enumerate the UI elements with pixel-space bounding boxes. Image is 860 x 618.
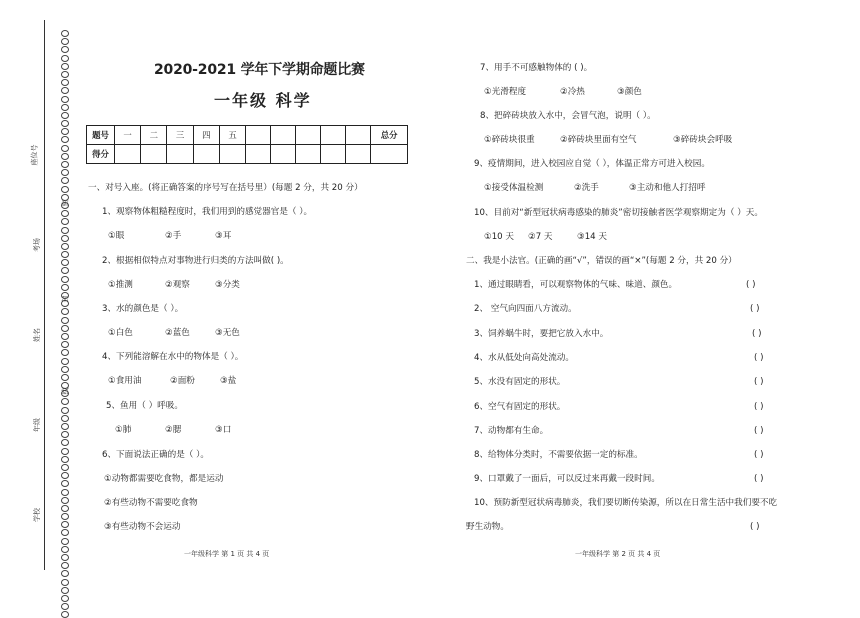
q2-option-c: ③分类	[215, 280, 240, 290]
binding-ring	[61, 538, 69, 545]
question-2: 2、根据相似特点对事物进行归类的方法叫做( )。	[102, 256, 289, 266]
binding-ring	[61, 161, 69, 168]
binding-ring	[61, 497, 69, 504]
q5-option-c: ③口	[215, 425, 232, 435]
question-5: 5、鱼用（ ）呼吸。	[106, 401, 183, 411]
q4-option-a: ①食用油	[108, 376, 142, 386]
page-2-footer: 一年级科学 第 2 页 共 4 页	[575, 550, 661, 558]
score-header-cell: 二	[141, 126, 167, 145]
binding-ring	[61, 554, 69, 561]
judge-statement: 4、水从低处向高处流动。	[474, 352, 574, 363]
q3-option-b: ②蓝色	[165, 328, 190, 338]
binding-ring	[61, 423, 69, 430]
binding-ring	[61, 366, 69, 373]
binding-ring	[61, 349, 69, 356]
binding-ring	[61, 46, 69, 53]
score-cell	[346, 145, 371, 164]
binding-ring	[61, 30, 69, 37]
binding-ring	[61, 358, 69, 365]
binding-ring	[61, 489, 69, 496]
binding-ring	[61, 96, 69, 103]
binding-chain	[60, 30, 70, 540]
exam-room-label: 考场	[33, 238, 41, 252]
judge-statement: 1、通过眼睛看，可以观察物体的气味、味道、颜色。	[474, 280, 678, 290]
exam-title: 2020-2021 学年下学期命题比赛	[154, 62, 365, 78]
binding-ring	[61, 235, 69, 242]
binding-ring	[61, 71, 69, 78]
answer-paren: ( )	[750, 304, 760, 315]
binding-ring	[61, 210, 69, 217]
binding-ring	[61, 87, 69, 94]
binding-ring	[61, 243, 69, 250]
page-1-footer: 一年级科学 第 1 页 共 4 页	[184, 550, 270, 558]
q9-option-a: ①接受体温检测	[484, 183, 544, 193]
score-cell	[114, 145, 140, 164]
score-table-score-row	[87, 145, 408, 164]
score-header-cell: 题号	[87, 126, 115, 145]
binding-ring	[61, 112, 69, 119]
binding-ring	[61, 505, 69, 512]
answer-paren: ( )	[752, 328, 762, 339]
score-header-cell: 一	[114, 126, 140, 145]
score-cell	[321, 145, 346, 164]
score-cell: 得分	[87, 145, 115, 164]
q10-option-a: ①10 天	[484, 232, 514, 242]
score-cell	[271, 145, 296, 164]
q7-option-b: ②冷热	[560, 87, 585, 97]
binding-ring	[61, 169, 69, 176]
judge-statement: 2、 空气向四面八方流动。	[474, 304, 577, 315]
score-header-cell: 五	[219, 126, 245, 145]
judge-10-paren: ( )	[750, 522, 760, 532]
binding-ring	[61, 579, 69, 586]
binding-ring	[61, 63, 69, 70]
binding-ring	[61, 276, 69, 283]
q6-option-a: ①动物都需要吃食物，都是运动	[104, 474, 224, 484]
judge-10-line-1: 10、预防新型冠状病毒肺炎，我们要切断传染源，所以在日常生活中我们要不吃	[474, 498, 778, 508]
binding-ring	[61, 145, 69, 152]
score-table-header-row	[87, 126, 408, 145]
question-8: 8、把碎砖块放入水中，会冒气泡，说明（ ）。	[480, 111, 656, 121]
binding-ring	[61, 456, 69, 463]
answer-paren: ( )	[754, 474, 764, 485]
q2-option-b: ②观察	[165, 280, 190, 290]
score-header-cell	[321, 126, 346, 145]
q10-option-c: ③14 天	[577, 232, 607, 242]
binding-ring	[61, 472, 69, 479]
binding-ring	[61, 398, 69, 405]
binding-ring	[61, 603, 69, 610]
binding-ring	[61, 79, 69, 86]
binding-ring	[61, 136, 69, 143]
binding-ring	[61, 431, 69, 438]
q4-option-b: ②面粉	[170, 376, 195, 386]
q8-option-b: ②碎砖块里面有空气	[560, 135, 637, 145]
binding-ring	[61, 227, 69, 234]
binding-ring	[61, 218, 69, 225]
answer-paren: ( )	[754, 352, 764, 363]
binding-ring	[61, 611, 69, 618]
q5-option-a: ①肺	[115, 425, 132, 435]
score-header-cell: 总分	[371, 126, 408, 145]
answer-paren: ( )	[754, 450, 764, 461]
score-header-cell	[246, 126, 271, 145]
judge-statement: 6、空气有固定的形状。	[474, 401, 566, 412]
q7-option-c: ③颜色	[617, 87, 642, 97]
binding-ring	[61, 153, 69, 160]
q3-option-a: ①白色	[108, 328, 133, 338]
question-9: 9、疫情期间，进入校园应自觉（ ），体温正常方可进入校园。	[474, 159, 710, 169]
seal-char-xian: 线	[61, 387, 70, 395]
judge-statement: 3、饲养蜗牛时，要把它放入水中。	[474, 328, 609, 339]
binding-ring	[61, 177, 69, 184]
seal-char-feng: 封	[61, 295, 70, 303]
question-7: 7、用手不可感触物体的 ( )。	[480, 63, 593, 73]
binding-ring	[61, 38, 69, 45]
q5-option-b: ②腮	[165, 425, 182, 435]
score-cell	[296, 145, 321, 164]
binding-ring	[61, 251, 69, 258]
binding-ring	[61, 333, 69, 340]
seal-char-mi: 密	[61, 199, 70, 207]
binding-ring	[61, 546, 69, 553]
binding-ring	[61, 259, 69, 266]
binding-ring	[61, 267, 69, 274]
binding-ring	[61, 587, 69, 594]
score-header-cell	[271, 126, 296, 145]
name-label: 姓名	[33, 328, 41, 342]
q7-option-a: ①光滑程度	[484, 87, 527, 97]
score-cell	[246, 145, 271, 164]
answer-paren: ( )	[746, 280, 756, 290]
binding-ring	[61, 480, 69, 487]
q3-option-c: ③无色	[215, 328, 240, 338]
score-header-cell: 四	[193, 126, 219, 145]
school-label: 学校	[33, 508, 41, 522]
answer-paren: ( )	[754, 401, 764, 412]
exam-subtitle: 一年级 科学	[214, 91, 312, 110]
section-2-heading: 二、我是小法官。(正确的画“√”，错误的画“×”(每题 2 分，共 20 分）	[466, 256, 737, 266]
score-cell	[371, 145, 408, 164]
score-cell	[141, 145, 167, 164]
question-4: 4、下列能溶解在水中的物体是（ ）。	[102, 352, 244, 362]
answer-paren: ( )	[754, 425, 764, 436]
binding-line-outer	[44, 20, 45, 570]
q1-option-c: ③耳	[215, 231, 232, 241]
binding-ring	[61, 529, 69, 536]
q8-option-a: ①碎砖块很重	[484, 135, 535, 145]
score-cell	[193, 145, 219, 164]
question-10: 10、目前对“新型冠状病毒感染的肺炎”密切接触者医学观察期定为（ ）天。	[474, 208, 763, 218]
binding-ring	[61, 464, 69, 471]
question-3: 3、水的颜色是（ ）。	[102, 304, 184, 314]
q9-option-b: ②洗手	[574, 183, 599, 193]
binding-ring	[61, 55, 69, 62]
judge-statement: 8、给物体分类时，不需要依据一定的标准。	[474, 450, 643, 461]
q6-option-b: ②有些动物不需要吃食物	[104, 498, 198, 508]
q1-option-b: ②手	[165, 231, 182, 241]
q10-option-b: ②7 天	[528, 232, 553, 242]
judge-statement: 7、动物都有生命。	[474, 425, 549, 436]
judge-statement: 5、水没有固定的形状。	[474, 377, 566, 388]
binding-ring	[61, 570, 69, 577]
binding-ring	[61, 308, 69, 315]
binding-ring	[61, 325, 69, 332]
binding-ring	[61, 120, 69, 127]
grade-label: 年级	[33, 418, 41, 432]
q6-option-c: ③有些动物不会运动	[104, 522, 181, 532]
binding-ring	[61, 407, 69, 414]
q9-option-c: ③主动和他人打招呼	[629, 183, 706, 193]
score-table	[86, 125, 408, 164]
binding-ring	[61, 374, 69, 381]
q8-option-c: ③碎砖块会呼吸	[673, 135, 733, 145]
binding-ring	[61, 448, 69, 455]
binding-ring	[61, 317, 69, 324]
score-header-cell	[346, 126, 371, 145]
score-cell	[167, 145, 193, 164]
binding-ring	[61, 415, 69, 422]
question-1: 1、观察物体粗糙程度时，我们用到的感觉器官是（ ）。	[102, 207, 313, 217]
binding-ring	[61, 128, 69, 135]
binding-ring	[61, 104, 69, 111]
judge-statement: 9、口罩戴了一面后，可以反过来再戴一段时间。	[474, 474, 660, 485]
score-header-cell: 三	[167, 126, 193, 145]
score-header-cell	[296, 126, 321, 145]
judge-10-line-2: 野生动物。	[466, 522, 509, 532]
binding-ring	[61, 595, 69, 602]
binding-ring	[61, 513, 69, 520]
binding-ring	[61, 284, 69, 291]
question-6: 6、下面说法正确的是（ ）。	[102, 450, 210, 460]
binding-ring	[61, 186, 69, 193]
binding-ring	[61, 439, 69, 446]
q1-option-a: ①眼	[108, 231, 125, 241]
section-1-heading: 一、对号入座。(将正确答案的序号写在括号里）(每题 2 分，共 20 分）	[88, 183, 363, 193]
q4-option-c: ③盐	[220, 376, 237, 386]
seat-label: 座位号	[30, 144, 39, 166]
binding-ring	[61, 562, 69, 569]
binding-ring	[61, 521, 69, 528]
answer-paren: ( )	[754, 377, 764, 388]
q2-option-a: ①推测	[108, 280, 133, 290]
binding-ring	[61, 341, 69, 348]
score-cell	[219, 145, 245, 164]
